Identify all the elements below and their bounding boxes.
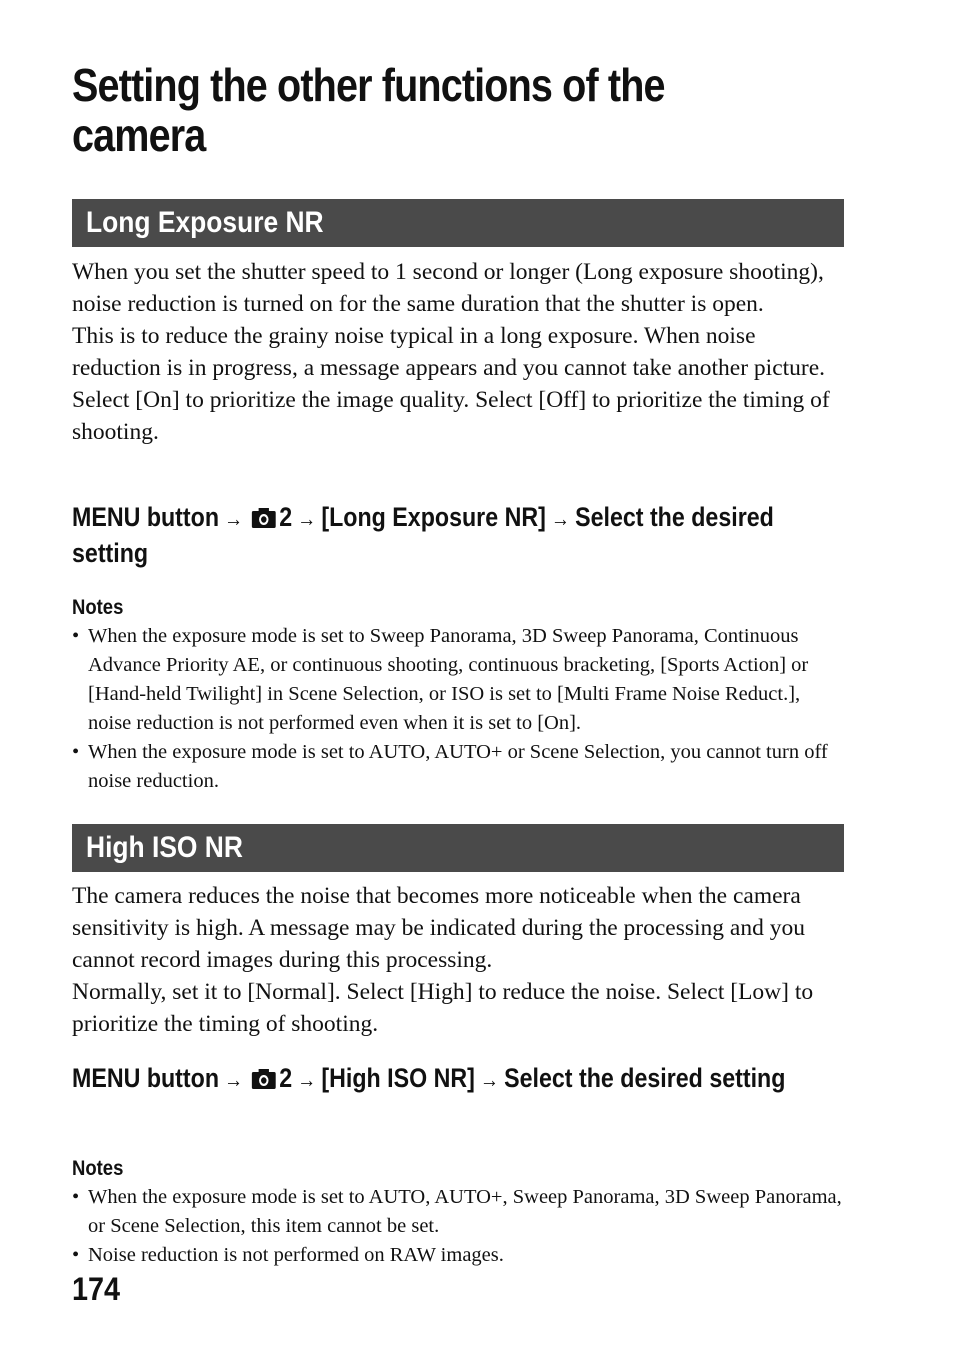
menu-path-start: MENU button: [72, 1063, 220, 1093]
note-item: • When the exposure mode is set to AUTO, AUTO+ or Scene Selection, you cannot turn off noise reduction.: [72, 738, 847, 796]
section-heading-long-exposure-nr: [72, 199, 844, 247]
notes-heading: [72, 595, 130, 621]
arrow-icon: →: [297, 506, 317, 531]
arrow-icon: →: [480, 1067, 499, 1092]
camera-icon: [252, 508, 276, 528]
notes-heading-text: Notes: [72, 596, 124, 619]
menu-path-end: Select the desired setting: [72, 502, 774, 568]
arrow-icon: →: [224, 1067, 244, 1092]
menu-path-item: [Long Exposure NR]: [321, 502, 546, 532]
arrow-icon: →: [224, 506, 244, 531]
arrow-icon: →: [297, 1067, 317, 1092]
notes-heading: [72, 1156, 130, 1182]
paragraph: Normally, set it to [Normal]. Select [High] to reduce the noise. Select [Low] to prioritize the timing of shooting.: [72, 979, 814, 1037]
menu-tab-number: 2: [279, 502, 293, 532]
notes-heading-text: Notes: [72, 1157, 124, 1180]
notes-list-long-exposure-nr: [72, 622, 847, 796]
page-number-text: 174: [72, 1271, 121, 1307]
paragraph: When you set the shutter speed to 1 second or longer (Long exposure shooting), noise reduction is turned on for the same duration that the shutter is open.: [72, 259, 824, 317]
menu-path-high-iso-nr: [72, 1061, 832, 1097]
arrow-icon: →: [551, 506, 570, 531]
section-body-long-exposure-nr: [72, 256, 847, 448]
menu-path-item: [High ISO NR]: [321, 1063, 475, 1093]
section-heading-high-iso-nr: [72, 824, 844, 872]
note-item: • When the exposure mode is set to AUTO, AUTO+, Sweep Panorama, 3D Sweep Panorama, or Scene Selection, this item cannot be set.: [72, 1183, 847, 1241]
section-heading-text: Long Exposure NR: [86, 206, 324, 239]
menu-path-end: Select the desired setting: [504, 1063, 786, 1093]
paragraph: This is to reduce the grainy noise typical in a long exposure. When noise reduction is in progress, a message appears and you cannot take another picture. Select [On] to prioritize the image quality. Select [Off] to prioritize the timing of shooting.: [72, 323, 830, 445]
menu-tab-number: 2: [279, 1063, 293, 1093]
notes-list-high-iso-nr: [72, 1183, 847, 1270]
page-title: Setting the other functions of the camera: [72, 59, 665, 161]
section-heading-text: High ISO NR: [86, 831, 243, 864]
menu-path-start: MENU button: [72, 502, 220, 532]
note-item: • When the exposure mode is set to Sweep Panorama, 3D Sweep Panorama, Continuous Advance Priority AE, or continuous shooting, continuous bracketing, [Sports Action] or [Hand-held Twilight] in Scene Selection, or ISO is set to [Multi Frame Noise Reduct.], noise reduction is not performed even when it is set to [On].: [72, 622, 847, 738]
page-number: [72, 1270, 125, 1308]
menu-path-long-exposure-nr: [72, 500, 832, 571]
camera-icon: [252, 1069, 276, 1089]
paragraph: The camera reduces the noise that becomes more noticeable when the camera sensitivity is high. A message may be indicated during the processing and you cannot record images during this processing.: [72, 883, 805, 973]
note-item: • Noise reduction is not performed on RAW images.: [72, 1241, 847, 1270]
section-body-high-iso-nr: [72, 880, 847, 1040]
